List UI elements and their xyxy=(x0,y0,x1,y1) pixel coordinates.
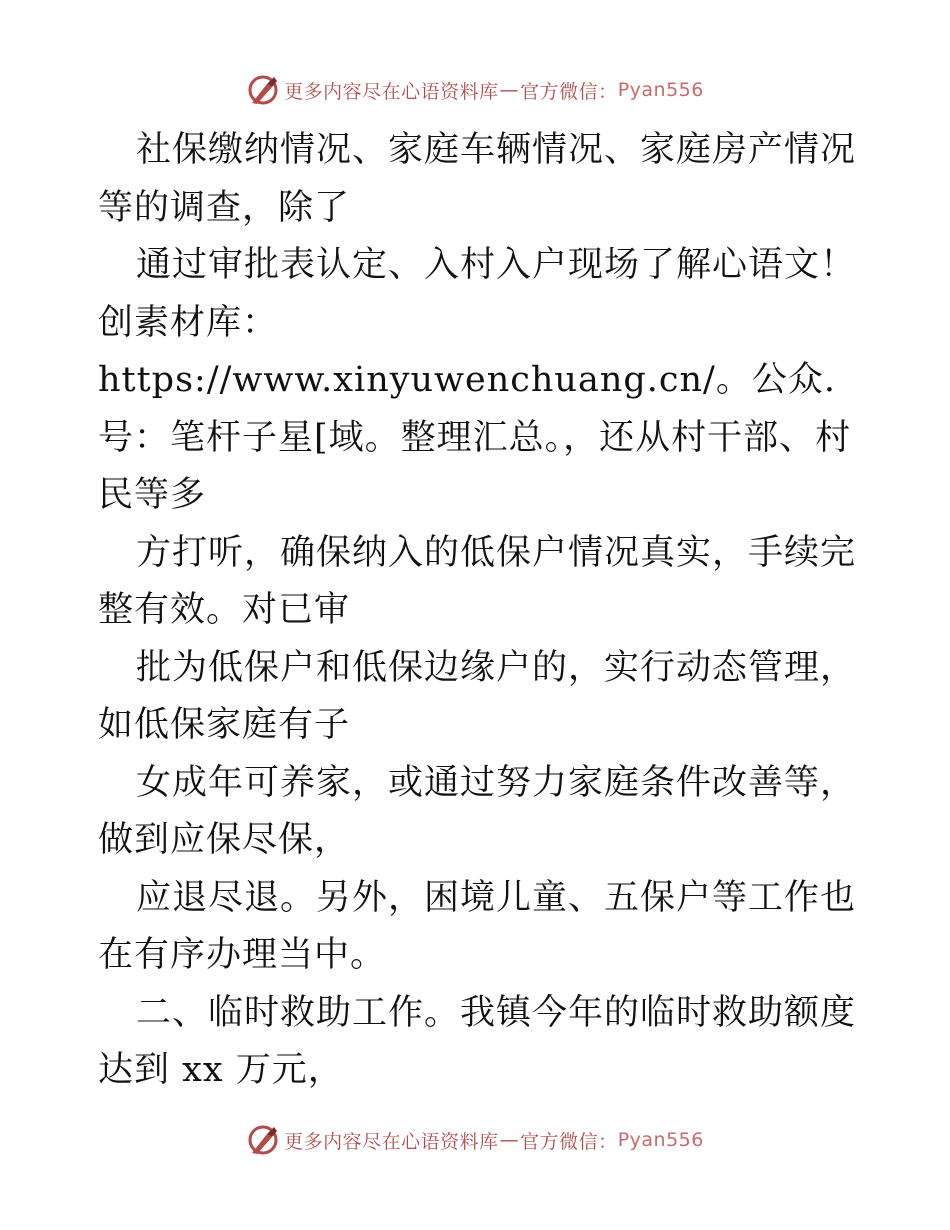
watermark-wechat-label: 官方微信： xyxy=(520,80,618,103)
watermark-dash: — xyxy=(499,79,520,101)
paragraph: 社保缴纳情况、家庭车辆情况、家庭房产情况等的调查，除了 xyxy=(98,130,857,228)
paragraph: 应退尽退。另外，困境儿童、五保户等工作也在有序办理当中。 xyxy=(98,877,857,975)
paragraph: 批为低保户和低保边缘户的，实行动态管理，如低保家庭有子 xyxy=(98,647,857,745)
watermark-text: 更多内容尽在心语资料库 xyxy=(284,80,499,103)
pen-logo-icon xyxy=(246,1123,280,1157)
paragraph: 方打听，确保纳入的低保户情况真实，手续完整有效。对已审 xyxy=(98,532,857,630)
header-watermark xyxy=(0,73,950,107)
paragraph: 通过审批表认定、入村入户现场了解心语文！创素材库：https://www.xinyuwenchuang.cn/。公众.号：笔杆子星[域。整理汇总。，还从村干部、村民等多 xyxy=(98,245,857,515)
paragraph: 二、临时救助工作。我镇今年的临时救助额度达到 xx 万元， xyxy=(98,992,857,1090)
paragraph: 女成年可养家，或通过努力家庭条件改善等，做到应保尽保， xyxy=(98,762,857,860)
pen-logo-icon xyxy=(246,73,280,107)
watermark-dash: — xyxy=(499,1129,520,1151)
document-body xyxy=(98,122,858,1100)
watermark-wechat-id: Pyan556 xyxy=(617,1129,704,1151)
watermark-wechat-id: Pyan556 xyxy=(617,79,704,101)
watermark-text: 更多内容尽在心语资料库 xyxy=(284,1130,499,1153)
footer-watermark xyxy=(0,1123,950,1157)
watermark-wechat-label: 官方微信： xyxy=(520,1130,618,1153)
